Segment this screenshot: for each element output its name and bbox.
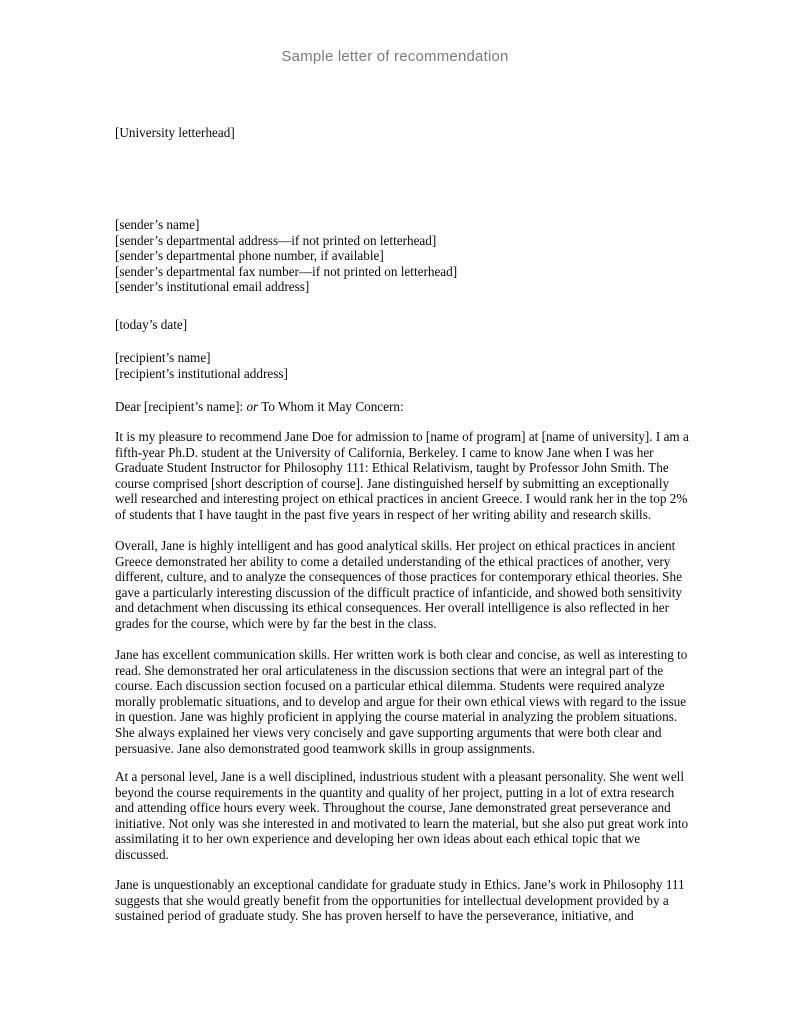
sender-fax-line: [sender’s departmental fax number—if not printed on letterhead] (115, 263, 458, 279)
letterhead-placeholder: [University letterhead] (115, 125, 235, 140)
body-paragraph-1: It is my pleasure to recommend Jane Doe for admission to [name of program] at [name of university]. I am a fifth-year Ph.D. student at the University of California, Berkeley. I came to know Jane when I was her Graduate Student Instructor for Philosophy 111: Ethical Relativism, taught by Professor John Smith. The course comprised [short description of course]. Jane distinguished herself by submitting an exceptionally well researched and interesting project on ethical practices in ancient Greece. I would rank her in the top 2% of students that I have taught in the past five years in respect of her writing ability and research skills. (115, 429, 689, 522)
sender-phone-line: [sender’s departmental phone number, if available] (115, 248, 384, 264)
body-paragraph-3: Jane has excellent communication skills. Her written work is both clear and concise, as well as interesting to read. She demonstrated her oral articulateness in the discussion sections that were an integral part of the course. Each discussion section focused on a particular ethical dilemma. Students were required analyze morally problematic situations, and to develop and argue for their own ethical views with regard to the issue in question. Jane was highly proficient in applying the course material in analyzing the problem situations. She always explained her views very concisely and gave supporting arguments that were both clear and persuasive. Jane also demonstrated good teamwork skills in group assignments. (115, 647, 688, 756)
page-title: Sample letter of recommendation (281, 48, 509, 65)
salutation-suffix: To Whom it May Concern: (258, 399, 404, 414)
recipient-address-line: [recipient’s institutional address] (115, 365, 288, 381)
sender-email-line: [sender’s institutional email address] (115, 279, 310, 295)
recipient-name-line: [recipient’s name] (115, 350, 211, 365)
salutation-prefix: Dear [recipient’s name]: (115, 399, 247, 414)
sender-address-line: [sender’s departmental address—if not printed on letterhead] (115, 232, 437, 248)
sender-name-line: [sender’s name] (115, 217, 200, 232)
recipient-address-block (115, 350, 691, 381)
body-paragraph-4: At a personal level, Jane is a well disciplined, industrious student with a pleasant personality. She went well beyond the course requirements in the quantity and quality of her project, putting in a lot of extra research and attending office hours every week. Throughout the course, Jane demonstrated great perseverance and initiative. Not only was she interested in and motivated to learn the material, but she also put great work into assimilating it to her own experience and developing her own ideas about each ethical topic that we discussed. (115, 769, 689, 862)
body-paragraph-2: Overall, Jane is highly intelligent and has good analytical skills. Her project on ethical practices in ancient Greece demonstrated her ability to come a detailed understanding of the ethical practices of another, very different, culture, and to analyze the consequences of those practices for contemporary ethical theories. She gave a particularly interesting discussion of the difficult practice of infanticide, and showed both sensitivity and detachment when discussing its ethical consequences. Her overall intelligence is also reflected in her grades for the course, which were by far the best in the class. (115, 538, 683, 631)
salutation-line (115, 399, 691, 415)
date-placeholder: [today’s date] (115, 317, 188, 332)
sender-address-block (115, 217, 691, 295)
salutation-or-word: or (246, 399, 259, 414)
body-paragraph-5: Jane is unquestionably an exceptional candidate for graduate study in Ethics. Jane’s work in Philosophy 111 suggests that she would greatly benefit from the opportunities for intellectual development provided by a sustained period of graduate study. She has proven herself to have the perseverance, initiative, and (115, 877, 685, 924)
